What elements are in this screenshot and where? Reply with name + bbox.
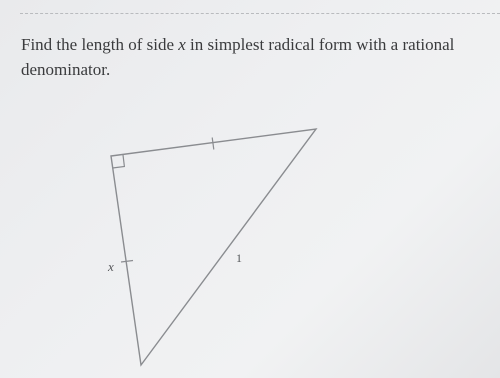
- question-prefix: Find the length of side: [21, 35, 179, 54]
- triangle-outline: [111, 129, 316, 365]
- hypotenuse-label: 1: [236, 251, 242, 265]
- right-angle-marker: [113, 155, 125, 168]
- question-variable: x: [178, 35, 186, 54]
- side-x-label: x: [108, 259, 114, 274]
- left-leg-tick-mark: [121, 261, 133, 263]
- question-suffix: in simplest radical form with a rational denominator.: [21, 35, 455, 79]
- top-leg-tick-mark: [212, 138, 214, 150]
